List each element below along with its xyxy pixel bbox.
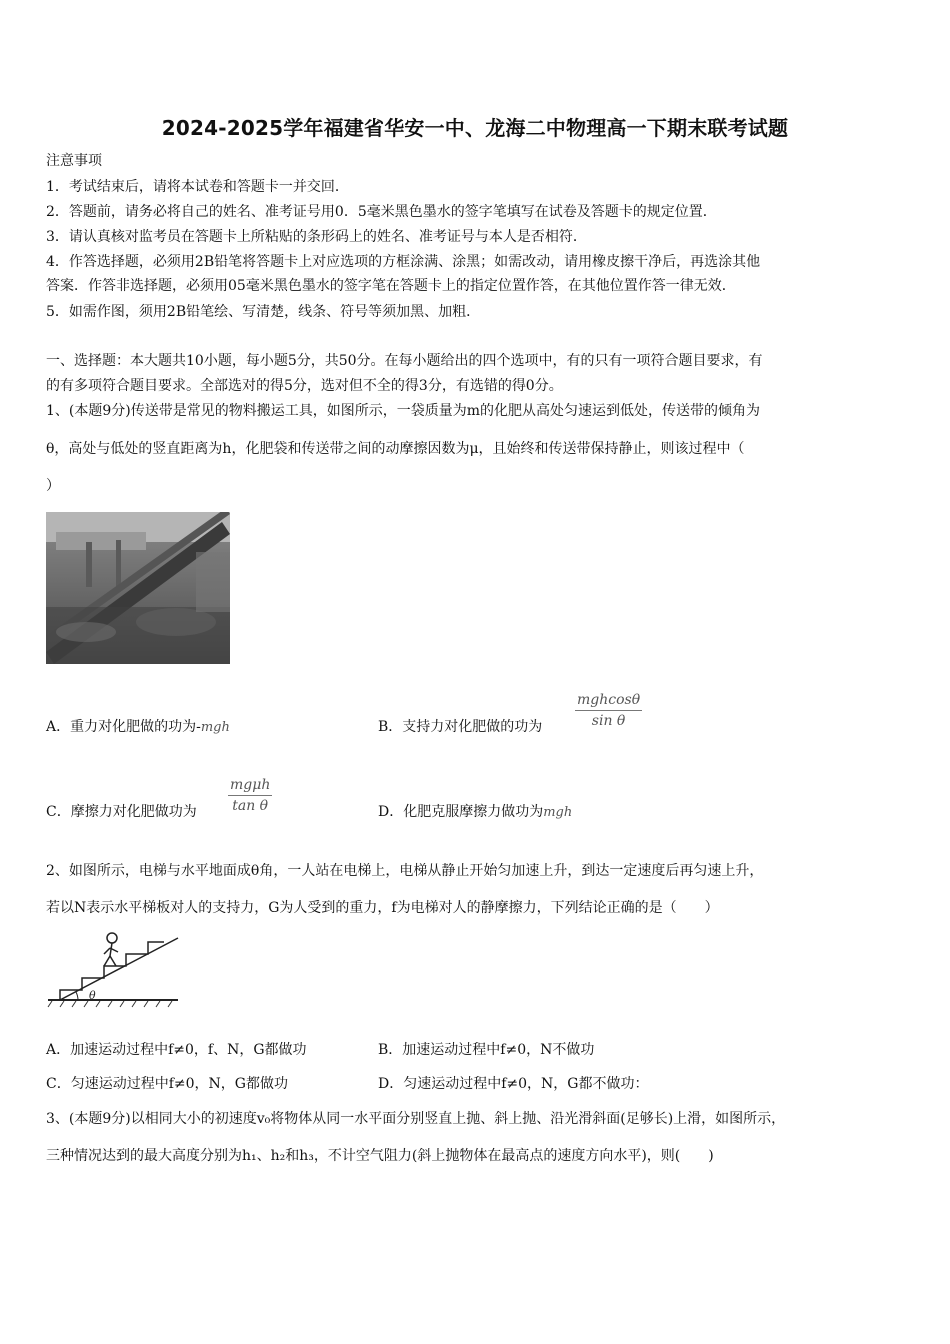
question-3-text: 三种情况达到的最大高度分别为h₁、h₂和h₃，不计空气阻力(斜上抛物体在最高点的速度方向水平)，则( ) xyxy=(46,1148,714,1164)
q1-option-c-fraction: mgμh tan θ xyxy=(230,777,271,814)
notice-item: 5．如需作图，须用2B铅笔绘、写清楚，线条、符号等须加黑、加粗． xyxy=(46,304,481,320)
notice-item: 答案．作答非选择题，必须用05毫米黑色墨水的签字笔在答题卡上的指定位置作答，在其他位置作答一律无效． xyxy=(46,278,736,294)
q2-option-c[interactable]: C．匀速运动过程中f≠0，N，G都做功 xyxy=(46,1076,288,1092)
notice-item: 2．答题前，请务必将自己的姓名、准考证号用0．5毫米黑色墨水的签字笔填写在试卷及答题卡的规定位置． xyxy=(46,204,717,220)
question-1-text: 1、(本题9分)传送带是常见的物料搬运工具，如图所示，一袋质量为m的化肥从高处匀速运到低处，传送带的倾角为 xyxy=(46,403,761,419)
section-instructions: 一、选择题：本大题共10小题，每小题5分，共50分。在每小题给出的四个选项中，有的只有一项符合题目要求，有 xyxy=(46,353,763,369)
q1-option-b[interactable]: B．支持力对化肥做的功为 xyxy=(378,719,543,735)
section-instructions: 的有多项符合题目要求。全部选对的得5分，选对但不全的得3分，有选错的得0分。 xyxy=(46,378,563,394)
q1-option-b-fraction: mghcosθ sin θ xyxy=(577,692,641,729)
angle-theta-label: θ xyxy=(89,989,96,1002)
escalator-diagram xyxy=(46,928,181,1008)
q1-option-c[interactable]: C．摩擦力对化肥做功为 xyxy=(46,804,197,820)
question-1-text: ） xyxy=(46,478,60,494)
question-2-text: 若以N表示水平梯板对人的支持力，G为人受到的重力，f为电梯对人的静摩擦力，下列结论正确的是（ ） xyxy=(46,900,719,916)
question-2-text: 2、如图所示，电梯与水平地面成θ角，一人站在电梯上，电梯从静止开始匀加速上升，到达一定速度后再匀速上升， xyxy=(46,863,764,879)
q2-option-a[interactable]: A．加速运动过程中f≠0，f、N，G都做功 xyxy=(46,1042,307,1058)
question-1-text: θ，高处与低处的竖直距离为h，化肥袋和传送带之间的动摩擦因数为μ，且始终和传送带保持静止，则该过程中（ xyxy=(46,441,745,457)
q2-option-b[interactable]: B．加速运动过程中f≠0，N不做功 xyxy=(378,1042,595,1058)
conveyor-belt-photo xyxy=(46,512,230,664)
q1-option-a[interactable]: A．重力对化肥做的功为-mgh xyxy=(46,719,230,735)
notice-item: 3．请认真核对监考员在答题卡上所粘贴的条形码上的姓名、准考证号与本人是否相符． xyxy=(46,229,587,245)
question-3-text: 3、(本题9分)以相同大小的初速度v₀将物体从同一水平面分别竖直上抛、斜上抛、沿光滑斜面(足够长)上滑，如图所示， xyxy=(46,1111,786,1127)
notice-item: 4．作答选择题，必须用2B铅笔将答题卡上对应选项的方框涂满、涂黑；如需改动，请用橡皮擦干净后，再选涂其他 xyxy=(46,254,761,270)
q2-option-d[interactable]: D．匀速运动过程中f≠0，N，G都不做功： xyxy=(378,1076,649,1092)
q1-option-d[interactable]: D．化肥克服摩擦力做功为mgh xyxy=(378,804,573,820)
page-title: 2024-2025学年福建省华安一中、龙海二中物理高一下期末联考试题 xyxy=(161,116,789,140)
notice-heading: 注意事项 xyxy=(46,153,102,169)
notice-item: 1．考试结束后，请将本试卷和答题卡一并交回． xyxy=(46,179,349,195)
